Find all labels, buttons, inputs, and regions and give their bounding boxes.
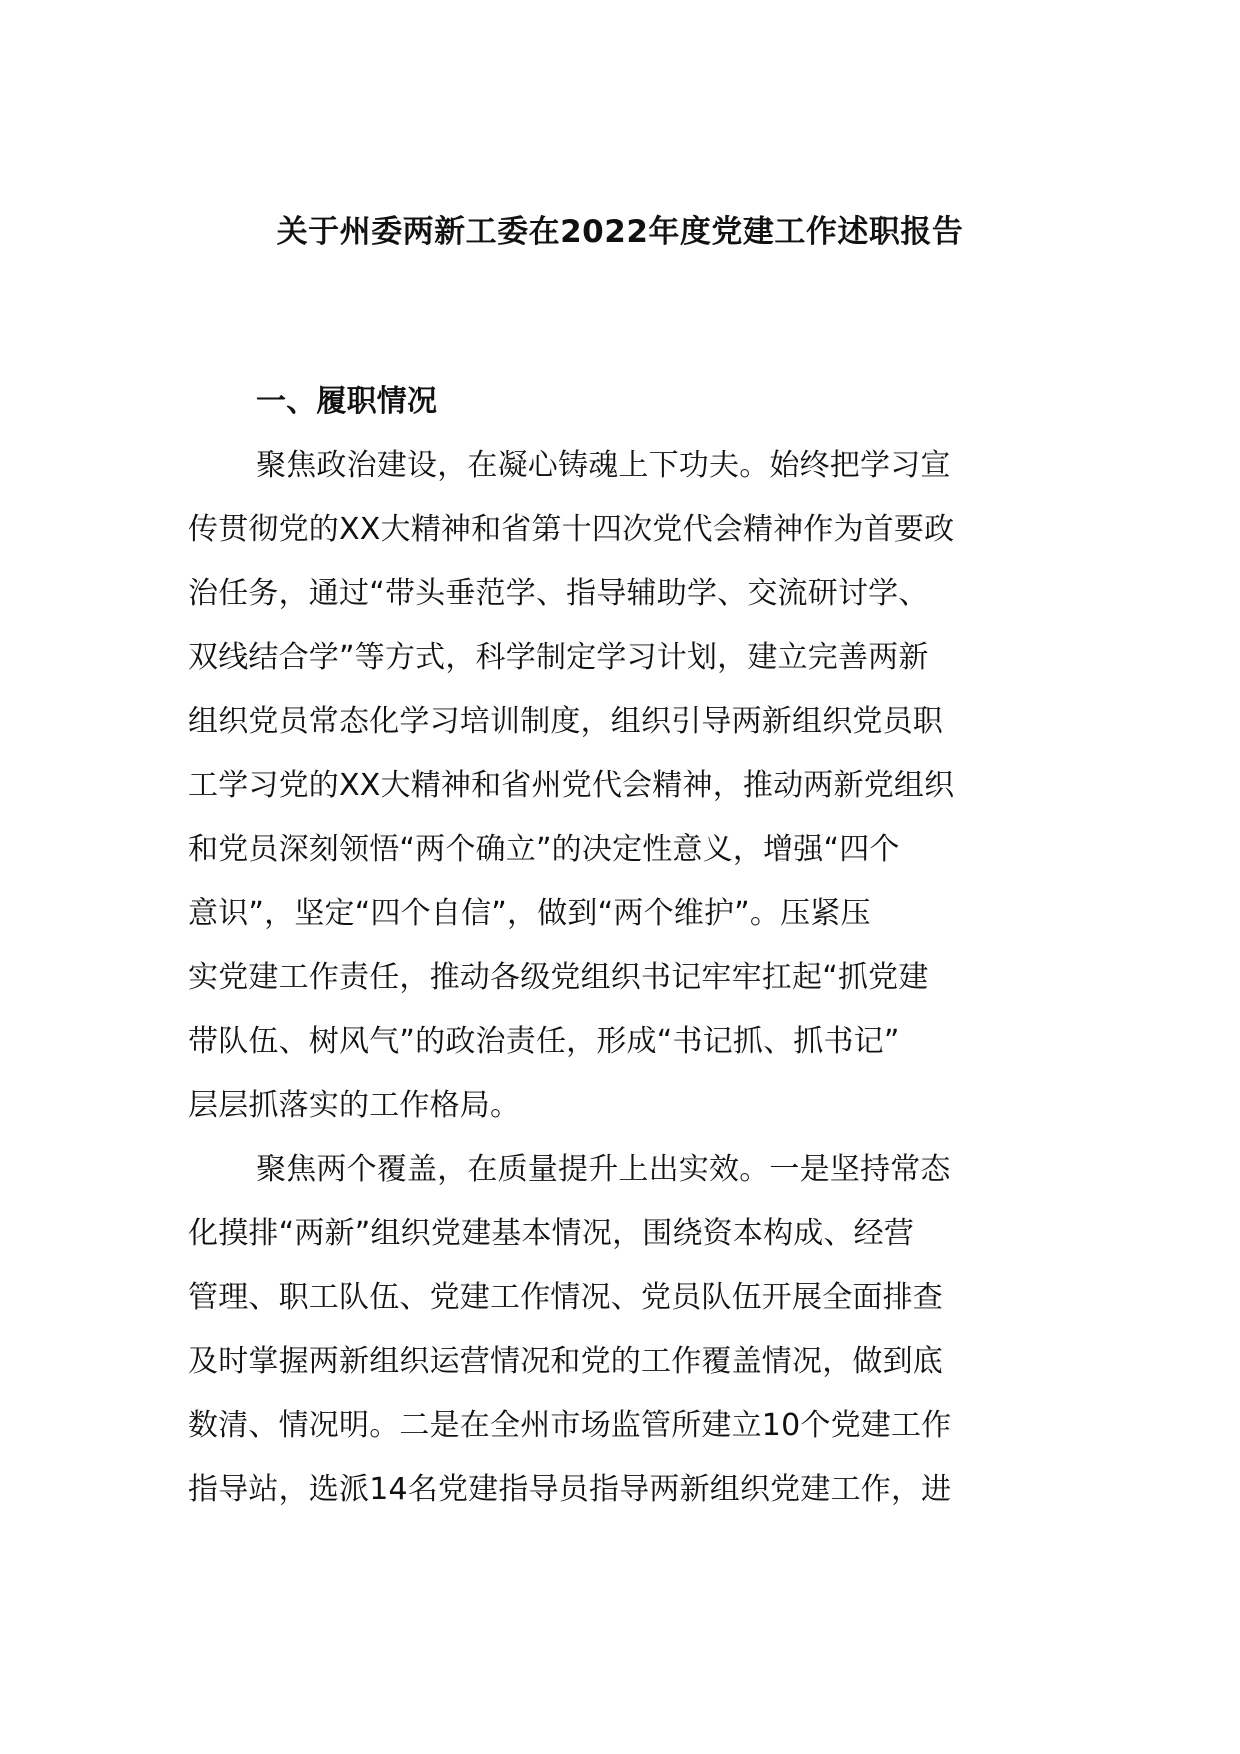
document-title: 关于州委两新工委在2022年度党建工作述职报告: [276, 214, 964, 250]
paragraph-line: 实党建工作责任，推动各级党组织书记牢牢扛起“抓党建: [188, 960, 929, 995]
paragraph-line: 治任务，通过“带头垂范学、指导辅助学、交流研讨学、: [188, 576, 929, 611]
paragraph-line: 工学习党的XX大精神和省州党代会精神，推动两新党组织: [188, 768, 955, 803]
paragraph-line: 聚焦政治建设，在凝心铸魂上下功夫。始终把学习宣: [256, 448, 951, 483]
paragraph-line: 层层抓落实的工作格局。: [188, 1088, 521, 1123]
paragraph-line: 组织党员常态化学习培训制度，组织引导两新组织党员职: [188, 704, 943, 739]
paragraph-line: 管理、职工队伍、党建工作情况、党员队伍开展全面排查: [188, 1280, 943, 1315]
paragraph-line: 指导站，选派14名党建指导员指导两新组织党建工作，进: [188, 1472, 952, 1507]
paragraph-line: 化摸排“两新”组织党建基本情况，围绕资本构成、经营: [188, 1216, 915, 1251]
paragraph-line: 带队伍、树风气”的政治责任，形成“书记抓、抓书记”: [188, 1024, 900, 1059]
paragraph-1: [188, 434, 1058, 1138]
section-heading: 一、履职情况: [256, 384, 438, 419]
document-body: [188, 370, 1058, 1522]
paragraph-line: 及时掌握两新组织运营情况和党的工作覆盖情况，做到底: [188, 1344, 943, 1379]
paragraph-line: 和党员深刻领悟“两个确立”的决定性意义，增强“四个: [188, 832, 900, 867]
paragraph-line: 聚焦两个覆盖，在质量提升上出实效。一是坚持常态: [256, 1152, 951, 1187]
paragraph-line: 传贯彻党的XX大精神和省第十四次党代会精神作为首要政: [188, 512, 955, 547]
paragraph-line: 双线结合学”等方式，科学制定学习计划，建立完善两新: [188, 640, 929, 675]
paragraph-line: 意识”，坚定“四个自信”，做到“两个维护”。压紧压: [188, 896, 871, 931]
paragraph-line: 数清、情况明。二是在全州市场监管所建立10个党建工作: [188, 1408, 952, 1443]
paragraph-2: [188, 1138, 1058, 1522]
